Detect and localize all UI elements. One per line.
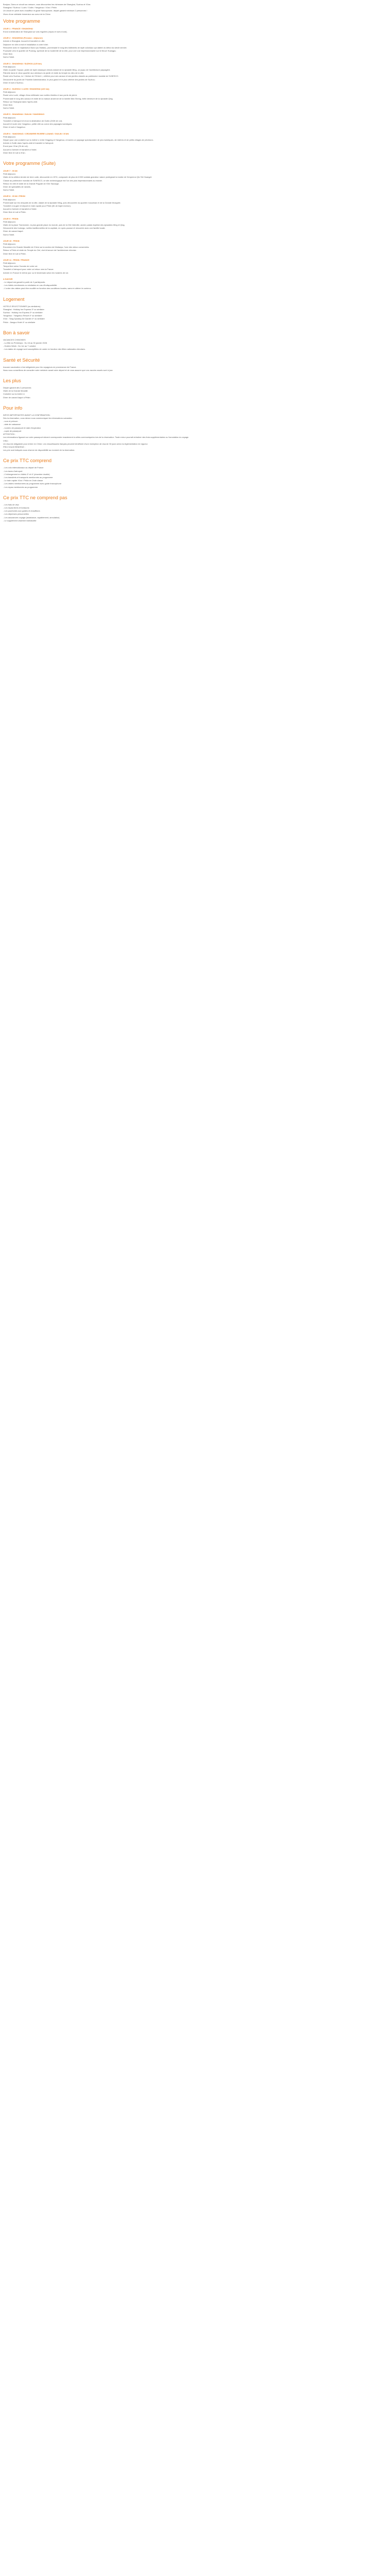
section-title: Ce prix TTC ne comprend pas xyxy=(3,495,68,500)
paragraph-line: INFOS IMPORTANTES AVANT LA CONFIRMATION : xyxy=(3,413,51,416)
paragraph-line: - nom et prénom xyxy=(3,420,18,423)
paragraph-line: Dîner libre et nuit à Xi'an. xyxy=(3,151,26,154)
intro-line: Vivez d'une véritable immersion au coeur de la Chine. xyxy=(3,12,51,15)
paragraph-line: Croisière sur la rivière Li xyxy=(3,393,25,396)
paragraph-line: Excursion à la Grande Muraille de Chine sur la section de Mutianyu, l'une des mieux conservées. xyxy=(3,246,90,249)
paragraph-line: Retour à Pékin et visite du Temple du Ciel, chef-d'oeuvre de l'architecture chinoise. xyxy=(3,249,77,252)
paragraph-line: Dîner et nuit à Suzhou. xyxy=(3,81,24,84)
paragraph-line: Shanghai : Holiday Inn Express 3* ou similaire xyxy=(3,308,44,311)
day-block xyxy=(3,62,388,84)
intro-line: Bonjour, Dans ce circuit sur-mesure, vous découvrirez les richesses de Shanghai, Suzhou et Xi'an. xyxy=(3,3,91,6)
paragraph-line: Transfert à la gare et départ en train rapide pour Pékin (5h de trajet environ). xyxy=(3,204,71,207)
section xyxy=(3,495,388,522)
section-title: Les plus xyxy=(3,378,21,384)
section xyxy=(3,358,388,372)
paragraph-line: - La fête du Printemps : Du 16 au 30 janvier 2026 xyxy=(3,342,47,345)
paragraph-line: Nuit à l'hôtel. xyxy=(3,233,15,236)
paragraph-line: Accueil à l'arrivée et transfert à l'hôtel. xyxy=(3,148,37,151)
paragraph-line: Petit déjeuner. xyxy=(3,91,16,94)
paragraph-line: Petit déjeuner. xyxy=(3,262,16,264)
paragraph-line: Aucune vaccination n'est obligatoire pour les voyageurs en provenance de France. xyxy=(3,365,77,368)
paragraph-line: Nuit à l'hôtel. xyxy=(3,56,15,59)
paragraph-line: Les prix sont indiqués sous réserve de disponibilité au moment de la réservation. xyxy=(3,449,75,452)
day-block xyxy=(3,278,388,291)
section-title: Pour info xyxy=(3,405,23,411)
paragraph-line: HOTELS SELECTIONNES (ou similaires) : xyxy=(3,304,42,308)
paragraph-line: Arrivée à Guilin dans l'après-midi et transfert à l'aéroport. xyxy=(3,142,54,145)
paragraph-line: Accueil à l'arrivée et transfert à l'hôtel. xyxy=(3,208,37,211)
paragraph-line: Dîner libre. xyxy=(3,53,13,56)
section-title: Ce prix TTC comprend xyxy=(3,458,52,464)
paragraph-line: Dîner libre et nuit à Pékin. xyxy=(3,211,26,214)
paragraph-line: - Les dates de voyage sont susceptibles de varier en fonction des fêtes nationales chinoises. xyxy=(3,348,86,351)
paragraph-line: Accueil et route vers Yangshuo, petite ville au coeur des paysages karstiques. xyxy=(3,123,73,126)
section xyxy=(3,297,388,324)
paragraph-line: Classé au patrimoine mondial de l'UNESCO, ce site archéologique est l'un des plus impressionnants au monde. xyxy=(3,179,103,182)
paragraph-line: Visite du jardin Yuyuan, jardin de style classique chinois datant de la dynastie Ming, un joyau de l'architecture paysagère. xyxy=(3,69,111,72)
paragraph-line: Flânerie dans le vieux quartier aux alentours du jardin et visite du temple du dieu de la ville. xyxy=(3,72,85,75)
section xyxy=(3,19,388,155)
paragraph-line: Yangshuo : Yangshuo Resort 4* ou similaire xyxy=(3,314,42,317)
paragraph-line: Petit déjeuner. xyxy=(3,220,16,223)
paragraph-line: Déjeuner en ville à midi et installation à votre hôtel. xyxy=(3,43,48,46)
day-block xyxy=(3,88,388,110)
paragraph-line: - Les visites mentionnées au programme avec guide francophone xyxy=(3,482,61,485)
paragraph-line: Retour en ville et visite de la Grande Pagode de l'Oie Sauvage. xyxy=(3,182,59,185)
document xyxy=(0,0,391,528)
section-title: Votre programme xyxy=(3,18,40,24)
section xyxy=(3,330,388,351)
paragraph-line: Dîner libre et nuit à Pékin. xyxy=(3,252,26,255)
day-block xyxy=(3,259,388,275)
paragraph-line: Petit déjeuner. xyxy=(3,198,16,201)
paragraph-line: Retour sur Shanghai dans l'après-midi. xyxy=(3,100,38,103)
paragraph-line: Rencontre avec le majestueux Bund (ou Waitan), promenade le long des bâtiments de style coloniaux qui datent du début du siècle dernier. xyxy=(3,46,127,49)
paragraph-line: Promenade sur les remparts de la ville, datant de la dynastie Ming, puis découverte du quartier musulman et de la Grande Mosquée. xyxy=(3,201,121,204)
day-heading: JOUR 7 : XI'AN xyxy=(3,169,18,172)
paragraph-line: - Les taxes d'aéroport xyxy=(3,469,23,472)
paragraph-line: - copie de passeport xyxy=(3,429,22,432)
day-heading: JOUR 6 : YANGSHUO / CROISIERE RIVIERE LIJIANG / GUILIN / XI'AN xyxy=(3,132,69,135)
day-heading: JOUR 3 : SHANGHAI / SUZHOU (125 km) xyxy=(3,62,42,65)
day-block xyxy=(3,466,388,488)
paragraph-line: Dîner libre. xyxy=(3,104,13,107)
paragraph-line: Petit déjeuner. xyxy=(3,65,16,68)
paragraph-line: Départ garanti dès 2 personnes xyxy=(3,386,31,389)
intro-line: Un circuit en privé avec chauffeur et guide francophone, départ garanti minimum 2 personnes ! xyxy=(3,9,87,12)
paragraph-line: - L'hébergement en hôtels 3* et 4* (chambre double) xyxy=(3,472,50,476)
paragraph-line: - Le départ est garanti à partir de 2 participants. xyxy=(3,281,45,284)
day-block xyxy=(3,170,388,192)
day-block xyxy=(3,37,388,59)
paragraph-line: Dîner de canard laqué. xyxy=(3,230,24,233)
section-title: Santé et Sécurité xyxy=(3,357,40,363)
paragraph-line: Promenade le long des canaux et visite de la maison ancienne de la famille Wan Sheng, belle demeure de la dynastie Qing. xyxy=(3,97,113,100)
day-block xyxy=(3,305,388,324)
day-block xyxy=(3,27,388,33)
paragraph-line: Pékin : Jianguo Hotel 4* ou similaire xyxy=(3,320,36,324)
section xyxy=(3,378,388,399)
paragraph-line: Route vers Luzhi, village d'eau millénaire aux ruelles étroites et aux ponts de pierre. xyxy=(3,94,78,97)
day-block xyxy=(3,503,388,522)
day-block xyxy=(3,240,388,256)
paragraph-line: ATTENTION : xyxy=(3,433,15,436)
paragraph-line: Arrivée en France le même jour ou le lendemain selon les horaires de vol. xyxy=(3,271,69,274)
paragraph-line: - Golden Week : Du 1er au 7 octobre xyxy=(3,345,36,348)
paragraph-line: - L'ordre des visites peut être modifié en fonction des conditions locales, sans en altérer le contenu. xyxy=(3,287,91,290)
paragraph-line: Transfert à l'aéroport et envol à destination de Guilin (2h30 de vol). xyxy=(3,119,63,122)
section-title: Votre programme (Suite) xyxy=(3,160,56,166)
section-title: Bon à savoir xyxy=(3,330,30,335)
paragraph-line: Nous vous conseillons de consulter votre médecin avant votre départ et de vous assurer que vos vaccins usuels sont à jour. xyxy=(3,368,113,371)
day-heading: JOUR 5 : SHANGHAI / GUILIN / YANGSHUO xyxy=(3,113,44,116)
paragraph-line: Dîner de spécialités de raviolis. xyxy=(3,185,31,188)
paragraph-line: Les informations figurant sur votre passeport doivent correspondre exactement à celles communiquées lors de la réservation. Toute erreur pourrait entraîner des frais supplémentaires ou l'annulation du voyage. xyxy=(3,436,189,439)
day-block xyxy=(3,217,388,236)
paragraph-line: - numéro de passeport et date d'expiration xyxy=(3,426,41,429)
paragraph-line: Petit déjeuner. xyxy=(3,173,16,176)
paragraph-line: - Le train rapide Xi'an / Pékin en 2nde classe xyxy=(3,479,43,482)
paragraph-line: Visite de la Grande Muraille xyxy=(3,389,28,393)
paragraph-line: Petit déjeuner. xyxy=(3,242,16,245)
paragraph-line: PRIX SOUS RÉSERVE : xyxy=(3,445,25,448)
day-heading: JOUR 2 : SHANGHAI (Pension : déjeuner) xyxy=(3,37,43,40)
paragraph-line: - Les dépenses personnelles xyxy=(3,513,29,516)
paragraph-line: - Les frais de visa xyxy=(3,503,19,506)
paragraph-line: - Les hôtels mentionnés ou similaires en cas d'indisponibilité. xyxy=(3,284,57,287)
day-block xyxy=(3,414,388,452)
paragraph-line: - Les assurances voyage (assistance, rapatriement, annulation) xyxy=(3,516,60,519)
paragraph-line: Transfert à l'aéroport pour votre vol retour vers la France. xyxy=(3,268,54,271)
section xyxy=(3,405,388,452)
day-block xyxy=(3,113,388,129)
day-block xyxy=(3,386,388,399)
paragraph-line: Un visa est obligatoire pour entrer en Chine. Les ressortissants français peuvent bénéficier d'une exemption de visa de 30 jours selon la réglementation en vigueur. xyxy=(3,442,148,445)
paragraph-line: Suzhou : Holiday Inn Express 3* ou similaire xyxy=(3,311,43,314)
paragraph-line: Poursuite vers le quartier de Pudong, symbole de la modernité de la ville, pour une vue impressionnante sur le fleuve Huangpu. xyxy=(3,49,117,53)
day-block xyxy=(3,366,388,372)
day-heading: JOUR 9 : PEKIN xyxy=(3,217,19,220)
section xyxy=(3,458,388,488)
paragraph-line: Dès la réservation, vous devez nous communiquer les informations suivantes : xyxy=(3,417,73,420)
paragraph-line: Dîner et nuit à Yangshuo. xyxy=(3,126,26,129)
day-block xyxy=(3,338,388,351)
day-heading: JOUR 1 : FRANCE / SHANGHAI xyxy=(3,27,33,30)
paragraph-line: - Le supplément chambre individuelle xyxy=(3,519,37,522)
paragraph-line: - date de naissance xyxy=(3,423,21,426)
paragraph-line: Petit déjeuner. xyxy=(3,116,16,119)
paragraph-line: Découverte des hutongs, ruelles traditionnelles de la capitale, en cyclo-pousse et rencontre avec une famille locale. xyxy=(3,227,106,230)
section xyxy=(3,161,388,291)
paragraph-line: Envol à destination de Shanghai sur vols réguliers (repas et nuit à bord). xyxy=(3,30,68,33)
day-heading: JOUR 8 : XI'AN / PEKIN xyxy=(3,195,25,198)
section-title: Logement xyxy=(3,296,25,302)
day-heading: JOUR 11 : PEKIN / FRANCE xyxy=(3,258,29,261)
paragraph-line: Envol pour Xi'an (2h de vol). xyxy=(3,145,28,148)
day-heading: JOUR 4 : SUZHOU / LUZHI / SHANGHAI (120 km) xyxy=(3,88,50,91)
paragraph-line: - Les repas libres et boissons xyxy=(3,506,29,509)
day-block xyxy=(3,132,388,155)
paragraph-line: Visite de la place Tian'anmen, la plus grande place du monde, puis de la Cité Interdite, ancien palais impérial des dynasties Ming et Qing. xyxy=(3,223,125,226)
intro-line: Shanghai / Suzhou / Luzhi / Guilin / Yangshuo / Xi'an / Pékin xyxy=(3,6,57,9)
paragraph-line: Dîner de canard laqué à Pékin xyxy=(3,396,30,399)
paragraph-line: Nuit à l'hôtel. xyxy=(3,107,15,110)
sections-container xyxy=(3,19,388,522)
paragraph-line: Temps libre selon l'horaire de votre vol. xyxy=(3,265,38,268)
paragraph-line: Découverte du jardin de l'Humble Administrateur, le plus grand et le plus célèbre des jardins de Suzhou. xyxy=(3,78,95,81)
paragraph-line: Départ pour une croisière sur la rivière Li entre Xingping et Yangshuo, à travers un paysage spectaculaire de pics karstiques, de rizières et de petits villages de pêcheurs. xyxy=(3,138,154,141)
paragraph-line: Petit déjeuner. xyxy=(3,135,16,138)
paragraph-line: - Les vols internationaux au départ de France xyxy=(3,466,44,469)
paragraph-line: VISA : xyxy=(3,439,9,442)
paragraph-line: - Les transferts et transports mentionnés au programme xyxy=(3,476,53,479)
paragraph-line: Arrivée à Shanghai. Accueil et transfert en ville. xyxy=(3,40,45,43)
day-heading: JOUR 10 : PEKIN xyxy=(3,239,20,242)
paragraph-line: VACANCES CHINOISES xyxy=(3,338,26,341)
intro-block xyxy=(3,3,388,16)
paragraph-line: - Les pourboires aux guides et chauffeurs xyxy=(3,510,40,513)
day-heading: A SAVOIR xyxy=(3,277,13,280)
paragraph-line: Visite de la célèbre Armée de terre cuite, découverte en 1974, composée de plus de 8 000 soldats grandeur nature protégeant la tombe de l'empereur Qin Shi Huangdi. xyxy=(3,176,152,179)
paragraph-line: Nuit à l'hôtel. xyxy=(3,189,15,192)
day-block xyxy=(3,195,388,214)
paragraph-line: Xi'an : Tang Dynasty Art Garden 4* ou similaire xyxy=(3,317,45,320)
paragraph-line: - Les repas mentionnés au programme xyxy=(3,485,38,488)
paragraph-line: Route vers Suzhou, la « Venise de l'Orient », célèbre pour ses canaux et ses jardins classés au patrimoine mondial de l'UNESCO. xyxy=(3,75,119,78)
